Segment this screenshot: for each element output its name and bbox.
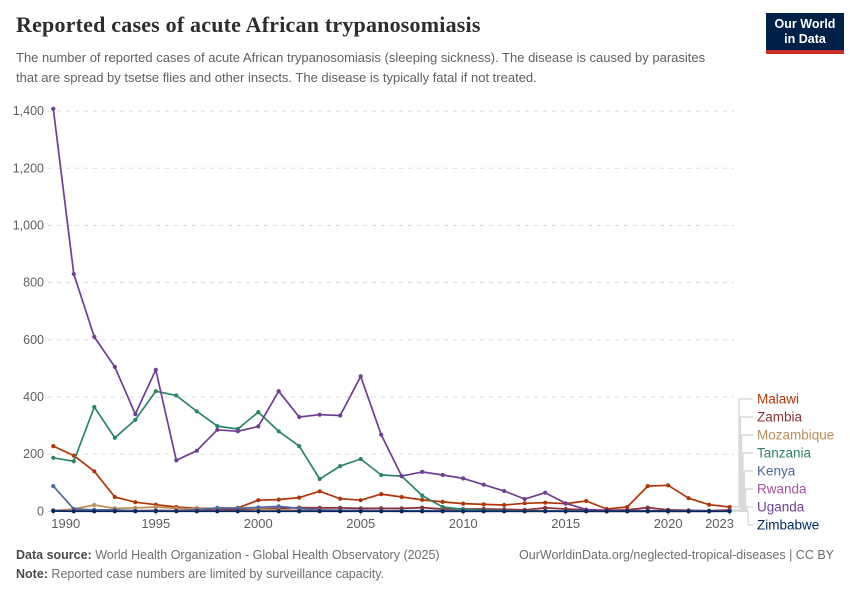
data-point-zimbabwe[interactable] xyxy=(646,509,650,513)
data-point-zimbabwe[interactable] xyxy=(338,509,342,513)
data-point-tanzania[interactable] xyxy=(420,494,424,498)
source-line xyxy=(16,546,440,565)
data-point-zimbabwe[interactable] xyxy=(707,509,711,513)
data-point-mozambique[interactable] xyxy=(92,503,96,507)
data-point-malawi[interactable] xyxy=(277,498,281,502)
data-point-uganda[interactable] xyxy=(133,412,137,416)
data-point-malawi[interactable] xyxy=(646,484,650,488)
data-point-zimbabwe[interactable] xyxy=(605,509,609,513)
source-label: Data source: xyxy=(16,548,92,562)
data-point-uganda[interactable] xyxy=(215,428,219,432)
chart-footer xyxy=(16,546,834,584)
series-line-uganda[interactable] xyxy=(53,109,729,511)
data-point-tanzania[interactable] xyxy=(51,456,55,460)
data-point-malawi[interactable] xyxy=(441,500,445,504)
data-point-uganda[interactable] xyxy=(297,415,301,419)
data-point-malawi[interactable] xyxy=(133,500,137,504)
legend-label-kenya[interactable]: Kenya xyxy=(757,463,796,479)
data-point-uganda[interactable] xyxy=(400,474,404,478)
data-point-zimbabwe[interactable] xyxy=(256,509,260,513)
data-point-malawi[interactable] xyxy=(707,503,711,507)
data-point-uganda[interactable] xyxy=(461,476,465,480)
data-point-uganda[interactable] xyxy=(51,107,55,111)
data-point-uganda[interactable] xyxy=(523,497,527,501)
data-point-zimbabwe[interactable] xyxy=(195,509,199,513)
data-point-zimbabwe[interactable] xyxy=(728,509,732,513)
data-point-zimbabwe[interactable] xyxy=(236,509,240,513)
data-point-zimbabwe[interactable] xyxy=(92,509,96,513)
data-point-tanzania[interactable] xyxy=(72,459,76,463)
data-point-uganda[interactable] xyxy=(359,374,363,378)
data-point-tanzania[interactable] xyxy=(297,444,301,448)
data-point-tanzania[interactable] xyxy=(441,505,445,509)
data-point-zimbabwe[interactable] xyxy=(215,509,219,513)
y-tick-label: 0 xyxy=(37,504,44,519)
data-point-tanzania[interactable] xyxy=(359,457,363,461)
data-point-zimbabwe[interactable] xyxy=(277,509,281,513)
data-point-tanzania[interactable] xyxy=(277,429,281,433)
data-point-uganda[interactable] xyxy=(236,429,240,433)
y-tick-label: 1,200 xyxy=(12,161,44,176)
x-tick-label: 2023 xyxy=(705,516,734,531)
data-point-uganda[interactable] xyxy=(174,458,178,462)
data-point-uganda[interactable] xyxy=(564,501,568,505)
data-point-zimbabwe[interactable] xyxy=(297,509,301,513)
legend-connector-zimbabwe xyxy=(732,511,754,525)
data-point-malawi[interactable] xyxy=(318,489,322,493)
data-point-zimbabwe[interactable] xyxy=(687,509,691,513)
data-point-tanzania[interactable] xyxy=(256,410,260,414)
legend-label-tanzania[interactable]: Tanzania xyxy=(757,445,812,461)
data-point-malawi[interactable] xyxy=(502,503,506,507)
data-point-malawi[interactable] xyxy=(256,498,260,502)
x-tick-label: 2010 xyxy=(448,516,478,531)
data-point-zimbabwe[interactable] xyxy=(359,509,363,513)
data-point-zimbabwe[interactable] xyxy=(502,509,506,513)
data-point-uganda[interactable] xyxy=(195,449,199,453)
data-point-zimbabwe[interactable] xyxy=(400,509,404,513)
data-point-malawi[interactable] xyxy=(51,444,55,448)
data-point-malawi[interactable] xyxy=(461,502,465,506)
data-point-malawi[interactable] xyxy=(297,496,301,500)
data-point-zimbabwe[interactable] xyxy=(482,509,486,513)
chart-subtitle: The number of reported cases of acute African trypanosomiasis (sleeping sickness). The disease is caused by parasites that are spread by tsetse flies and other insects. The disease is typically fatal if not treated. xyxy=(16,50,706,86)
data-point-uganda[interactable] xyxy=(338,413,342,417)
data-point-tanzania[interactable] xyxy=(154,389,158,393)
data-point-uganda[interactable] xyxy=(441,473,445,477)
data-point-zimbabwe[interactable] xyxy=(174,509,178,513)
y-tick-label: 1,000 xyxy=(12,218,44,233)
data-point-zimbabwe[interactable] xyxy=(625,509,629,513)
source-text: World Health Organization - Global Health Observatory (2025) xyxy=(91,548,440,562)
y-tick-label: 1,400 xyxy=(12,104,44,119)
x-tick-label: 1990 xyxy=(51,516,81,531)
x-tick-label: 2000 xyxy=(243,516,273,531)
data-point-malawi[interactable] xyxy=(92,469,96,473)
legend-label-mozambique[interactable]: Mozambique xyxy=(757,427,835,443)
data-point-malawi[interactable] xyxy=(359,498,363,502)
legend-label-uganda[interactable]: Uganda xyxy=(757,499,805,515)
series-line-tanzania[interactable] xyxy=(53,391,729,511)
note-text: Reported case numbers are limited by surveillance capacity. xyxy=(47,567,384,581)
legend-label-zambia[interactable]: Zambia xyxy=(757,409,803,425)
owid-logo-line2: in Data xyxy=(784,31,826,46)
data-point-uganda[interactable] xyxy=(113,365,117,369)
data-point-zimbabwe[interactable] xyxy=(133,509,137,513)
data-point-zimbabwe[interactable] xyxy=(379,509,383,513)
data-point-kenya[interactable] xyxy=(256,505,260,509)
data-point-malawi[interactable] xyxy=(584,499,588,503)
data-point-tanzania[interactable] xyxy=(174,393,178,397)
data-point-uganda[interactable] xyxy=(72,272,76,276)
data-point-zimbabwe[interactable] xyxy=(441,509,445,513)
data-point-uganda[interactable] xyxy=(318,413,322,417)
data-point-kenya[interactable] xyxy=(51,484,55,488)
y-tick-label: 400 xyxy=(23,389,44,404)
legend-label-rwanda[interactable]: Rwanda xyxy=(757,481,807,497)
data-point-tanzania[interactable] xyxy=(338,464,342,468)
data-point-tanzania[interactable] xyxy=(113,436,117,440)
data-point-zimbabwe[interactable] xyxy=(461,509,465,513)
y-tick-label: 600 xyxy=(23,332,44,347)
data-point-uganda[interactable] xyxy=(277,389,281,393)
data-point-uganda[interactable] xyxy=(502,489,506,493)
y-tick-label: 800 xyxy=(23,275,44,290)
note-label: Note: xyxy=(16,567,48,581)
data-point-malawi[interactable] xyxy=(338,497,342,501)
data-point-uganda[interactable] xyxy=(420,470,424,474)
data-point-zimbabwe[interactable] xyxy=(113,509,117,513)
data-point-zimbabwe[interactable] xyxy=(154,509,158,513)
data-point-malawi[interactable] xyxy=(379,492,383,496)
data-point-tanzania[interactable] xyxy=(318,477,322,481)
x-tick-label: 1995 xyxy=(141,516,171,531)
data-point-uganda[interactable] xyxy=(154,368,158,372)
data-point-kenya[interactable] xyxy=(277,504,281,508)
y-tick-label: 200 xyxy=(23,447,44,462)
data-point-malawi[interactable] xyxy=(482,502,486,506)
data-point-uganda[interactable] xyxy=(92,335,96,339)
legend-connector-tanzania xyxy=(732,453,754,511)
data-point-malawi[interactable] xyxy=(543,501,547,505)
data-point-zimbabwe[interactable] xyxy=(564,509,568,513)
data-point-zimbabwe[interactable] xyxy=(51,509,55,513)
data-point-uganda[interactable] xyxy=(482,483,486,487)
owid-link[interactable]: OurWorldinData.org/neglected-tropical-diseases | CC BY xyxy=(519,548,834,562)
data-point-zimbabwe[interactable] xyxy=(523,509,527,513)
data-point-malawi[interactable] xyxy=(113,495,117,499)
x-tick-label: 2005 xyxy=(346,516,376,531)
owid-logo[interactable] xyxy=(766,13,844,54)
data-point-malawi[interactable] xyxy=(666,483,670,487)
data-point-tanzania[interactable] xyxy=(92,405,96,409)
data-point-malawi[interactable] xyxy=(523,501,527,505)
data-point-zimbabwe[interactable] xyxy=(72,509,76,513)
data-point-zimbabwe[interactable] xyxy=(318,509,322,513)
legend-label-zimbabwe[interactable]: Zimbabwe xyxy=(757,517,820,533)
data-point-tanzania[interactable] xyxy=(195,409,199,413)
data-point-tanzania[interactable] xyxy=(215,424,219,428)
owid-logo-line1: Our World xyxy=(774,16,836,31)
page-title: Reported cases of acute African trypanosomiasis xyxy=(16,12,481,37)
data-point-malawi[interactable] xyxy=(420,498,424,502)
data-point-malawi[interactable] xyxy=(400,495,404,499)
data-point-zimbabwe[interactable] xyxy=(420,509,424,513)
data-point-uganda[interactable] xyxy=(256,424,260,428)
data-point-uganda[interactable] xyxy=(543,491,547,495)
data-point-malawi[interactable] xyxy=(687,496,691,500)
legend-label-malawi[interactable]: Malawi xyxy=(757,391,800,407)
data-point-uganda[interactable] xyxy=(379,433,383,437)
data-point-tanzania[interactable] xyxy=(379,473,383,477)
data-point-zimbabwe[interactable] xyxy=(584,509,588,513)
x-tick-label: 2020 xyxy=(653,516,683,531)
note-line xyxy=(16,565,384,584)
data-point-zimbabwe[interactable] xyxy=(543,509,547,513)
data-point-tanzania[interactable] xyxy=(133,418,137,422)
data-point-zimbabwe[interactable] xyxy=(666,509,670,513)
x-tick-label: 2015 xyxy=(551,516,581,531)
